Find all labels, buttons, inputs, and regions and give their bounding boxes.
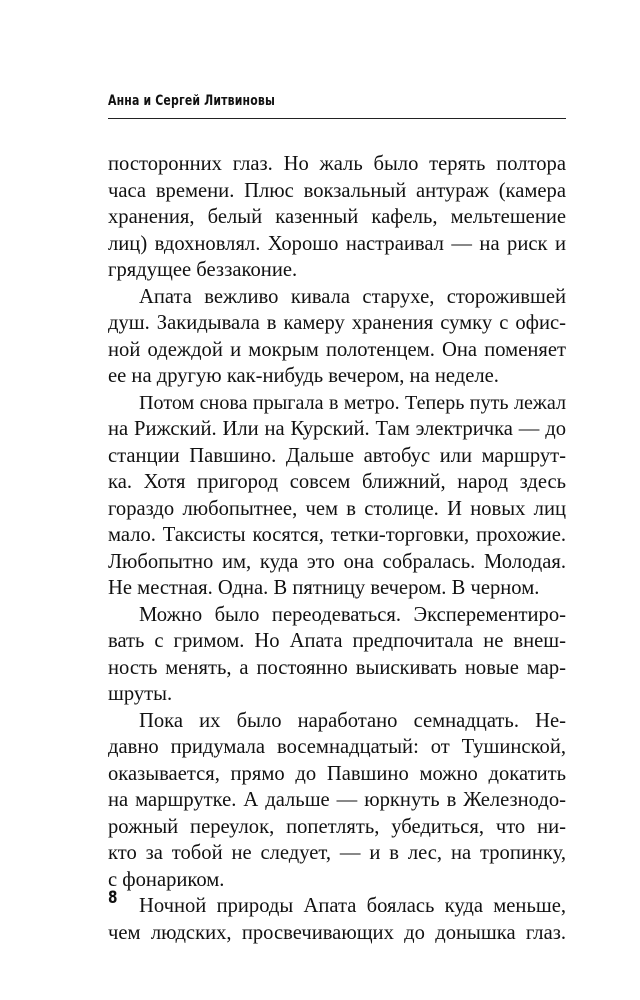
body-text	[108, 151, 566, 946]
text-line: душ. Закидывала в камеру хранения сумку с офис-	[108, 312, 566, 334]
text-line: Апата вежливо кивала старухе, сторожившей	[139, 285, 566, 308]
text-line: Не местная. Одна. В пятницу вечером. В черном.	[108, 577, 540, 599]
text-line: вать с гримом. Но Апата предпочитала не внеш-	[108, 630, 566, 652]
text-line: давно придумала восемнадцатый: от Тушинской,	[108, 736, 566, 758]
text-line: гораздо любопытнее, чем в столице. И новых лиц	[108, 497, 566, 520]
text-line: ка. Хотя пригород совсем ближний, народ здесь	[108, 471, 566, 493]
text-line: на Рижский. Или на Курский. Там электричка — до	[108, 418, 566, 440]
text-line: Можно было переодеваться. Эксперементиро-	[139, 603, 566, 626]
text-line: грядущее беззаконие.	[108, 259, 298, 281]
text-line: ность менять, а постоянно выискивать новые мар-	[108, 656, 566, 679]
text-line: ее на другую как-нибудь вечером, на неделе.	[108, 365, 499, 387]
text-line: шруты.	[108, 683, 173, 705]
text-line: хранения, белый казенный кафель, мельтешение	[108, 206, 566, 228]
text-line: Пока их было наработано семнадцать. Не-	[139, 709, 566, 732]
text-line: мало. Таксисты косятся, тетки-торговки, прохожие.	[108, 524, 566, 546]
text-line: ной одеждой и мокрым полотенцем. Она поменяет	[108, 338, 566, 361]
page-number: 8	[108, 888, 118, 908]
text-line: часа времени. Плюс вокзальный антураж (камера	[108, 179, 566, 202]
text-line: кто за тобой не следует, — и в лес, на тропинку,	[108, 842, 566, 864]
text-line: лиц) вдохновлял. Хорошо настраивал — на риск и	[108, 232, 566, 255]
text-line: станции Павшино. Дальше автобус или маршрут-	[108, 444, 566, 467]
text-line: с фонариком.	[108, 868, 225, 891]
text-line: на маршрутке. А дальше — юркнуть в Железнодо-	[108, 789, 566, 811]
text-line: чем людских, просвечивающих до донышка глаз.	[108, 921, 566, 944]
text-line: рожный переулок, попетлять, убедиться, что ни-	[108, 815, 566, 838]
text-line: Любопытно им, куда это она собралась. Молодая.	[108, 550, 566, 573]
running-head: Анна и Сергей Литвиновы	[108, 93, 276, 109]
text-line: Ночной природы Апата боялась куда меньше,	[139, 895, 566, 917]
text-line: посторонних глаз. Но жаль было терять полтора	[108, 153, 566, 175]
text-line: Потом снова прыгала в метро. Теперь путь лежал	[139, 391, 566, 414]
header-rule	[108, 118, 566, 119]
text-line: оказывается, прямо до Павшино можно докатить	[108, 762, 566, 785]
